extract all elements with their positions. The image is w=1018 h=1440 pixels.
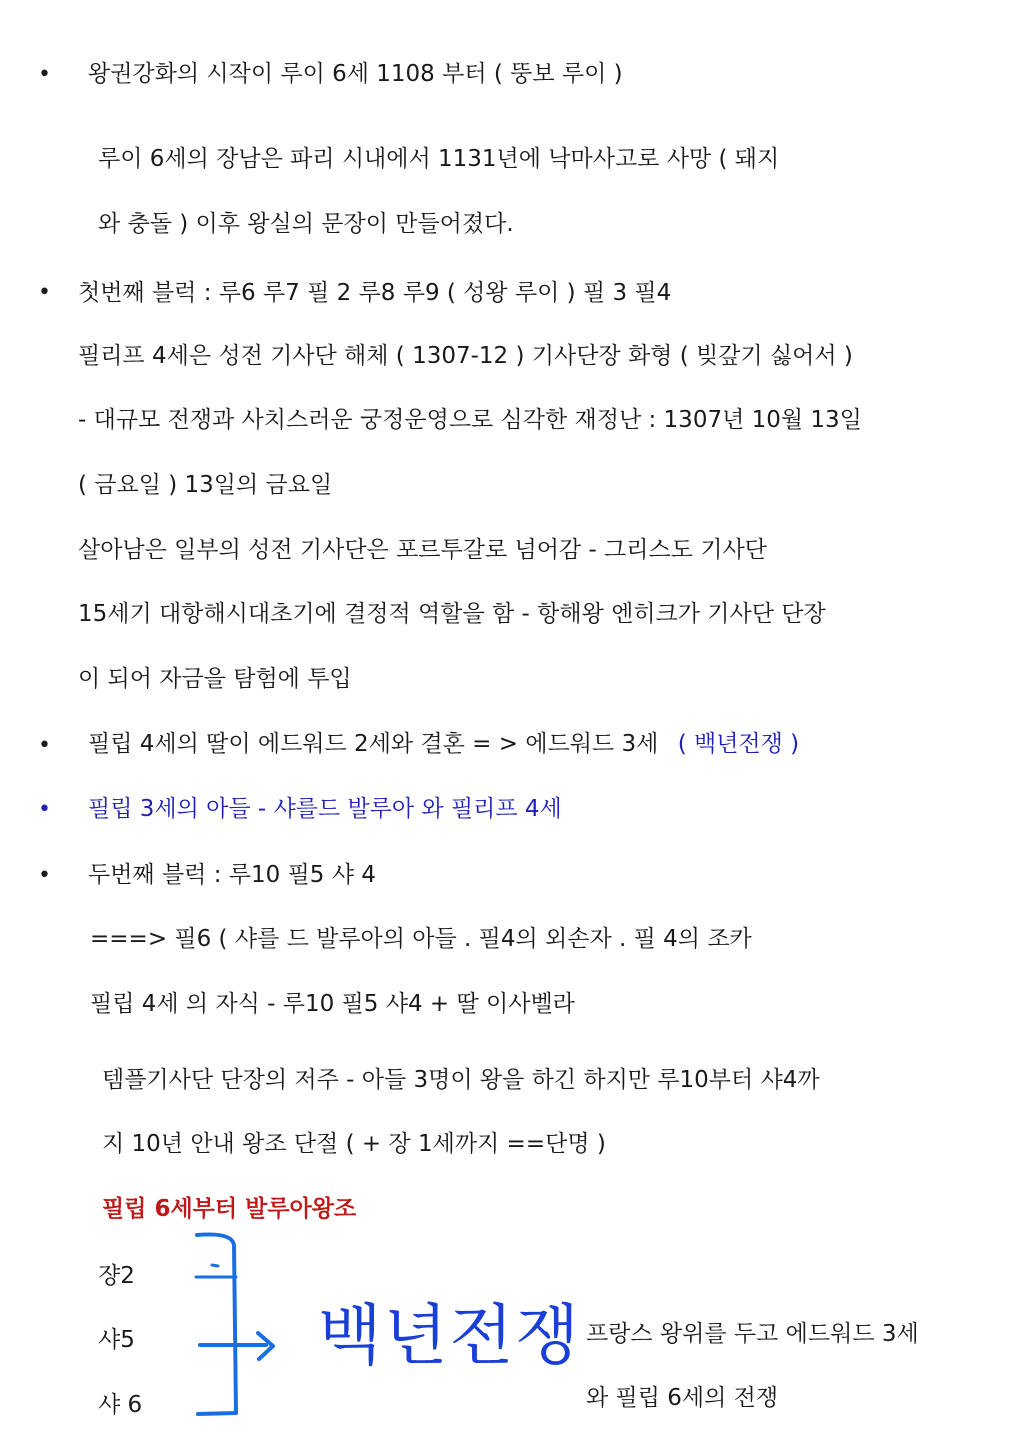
text-line: ( 금요일 ) 13일의 금요일 (78, 472, 333, 498)
text-line: 이 되어 자금을 탐험에 투입 (78, 666, 352, 692)
text-line: - 대규모 전쟁과 사치스러운 궁정운영으로 심각한 재정난 : 1307년 10월 13일 (78, 407, 862, 433)
king-label: 샤5 (98, 1327, 135, 1353)
text-line: 프랑스 왕위를 두고 에드워드 3세 (586, 1321, 919, 1347)
text-line: ===> 필6 ( 샤를 드 발루아의 아들 . 필4의 외손자 . 필 4의 조카 (90, 926, 752, 952)
text-line: 두번째 블럭 : 루10 필5 샤 4 (88, 862, 376, 888)
text-line: 와 충돌 ) 이후 왕실의 문장이 만들어졌다. (98, 211, 514, 237)
bullet-icon: • (38, 797, 51, 822)
king-label: 쟝2 (98, 1263, 135, 1289)
bullet-icon: • (38, 280, 51, 305)
bullet-icon: • (38, 863, 51, 888)
bullet-icon: • (38, 62, 51, 87)
text-line: 와 필립 6세의 전쟁 (586, 1385, 779, 1411)
king-label: 샤 6 (98, 1392, 143, 1418)
text-line: 필립 3세의 아들 - 샤를드 발루아 와 필리프 4세 (88, 796, 562, 822)
text-segment: 필립 4세의 딸이 에드워드 2세와 결혼 = > 에드워드 3세 (88, 731, 659, 757)
big-handwritten-title: 백년전쟁 (318, 1297, 582, 1374)
text-line: 첫번째 블럭 : 루6 루7 필 2 루8 루9 ( 성왕 루이 ) 필 3 필4 (78, 280, 672, 306)
text-line: 템플기사단 단장의 저주 - 아들 3명이 왕을 하긴 하지만 루10부터 샤4까 (102, 1067, 820, 1093)
bullet-icon: • (38, 733, 51, 758)
section-heading: 필립 6세부터 발루아왕조 (102, 1196, 357, 1222)
text-line: 루이 6세의 장남은 파리 시내에서 1131년에 낙마사고로 사망 ( 돼지 (98, 146, 780, 172)
highlight-text: ( 백년전쟁 ) (677, 731, 800, 757)
text-line: 필립 4세 의 자식 - 루10 필5 샤4 + 딸 이사벨라 (90, 991, 575, 1017)
text-line: 지 10년 안내 왕조 단절 ( + 장 1세까지 ==단명 ) (102, 1131, 606, 1157)
text-line: 15세기 대항해시대초기에 결정적 역할을 함 - 항해왕 엔히크가 기사단 단장 (78, 601, 826, 627)
text-line: 살아남은 일부의 성전 기사단은 포르투갈로 넘어감 - 그리스도 기사단 (78, 537, 767, 563)
text-line: 필리프 4세은 성전 기사단 해체 ( 1307-12 ) 기사단장 화형 ( 빚갚기 싫어서 ) (78, 343, 853, 369)
text-line: 왕권강화의 시작이 루이 6세 1108 부터 ( 뚱보 루이 ) (88, 61, 623, 87)
